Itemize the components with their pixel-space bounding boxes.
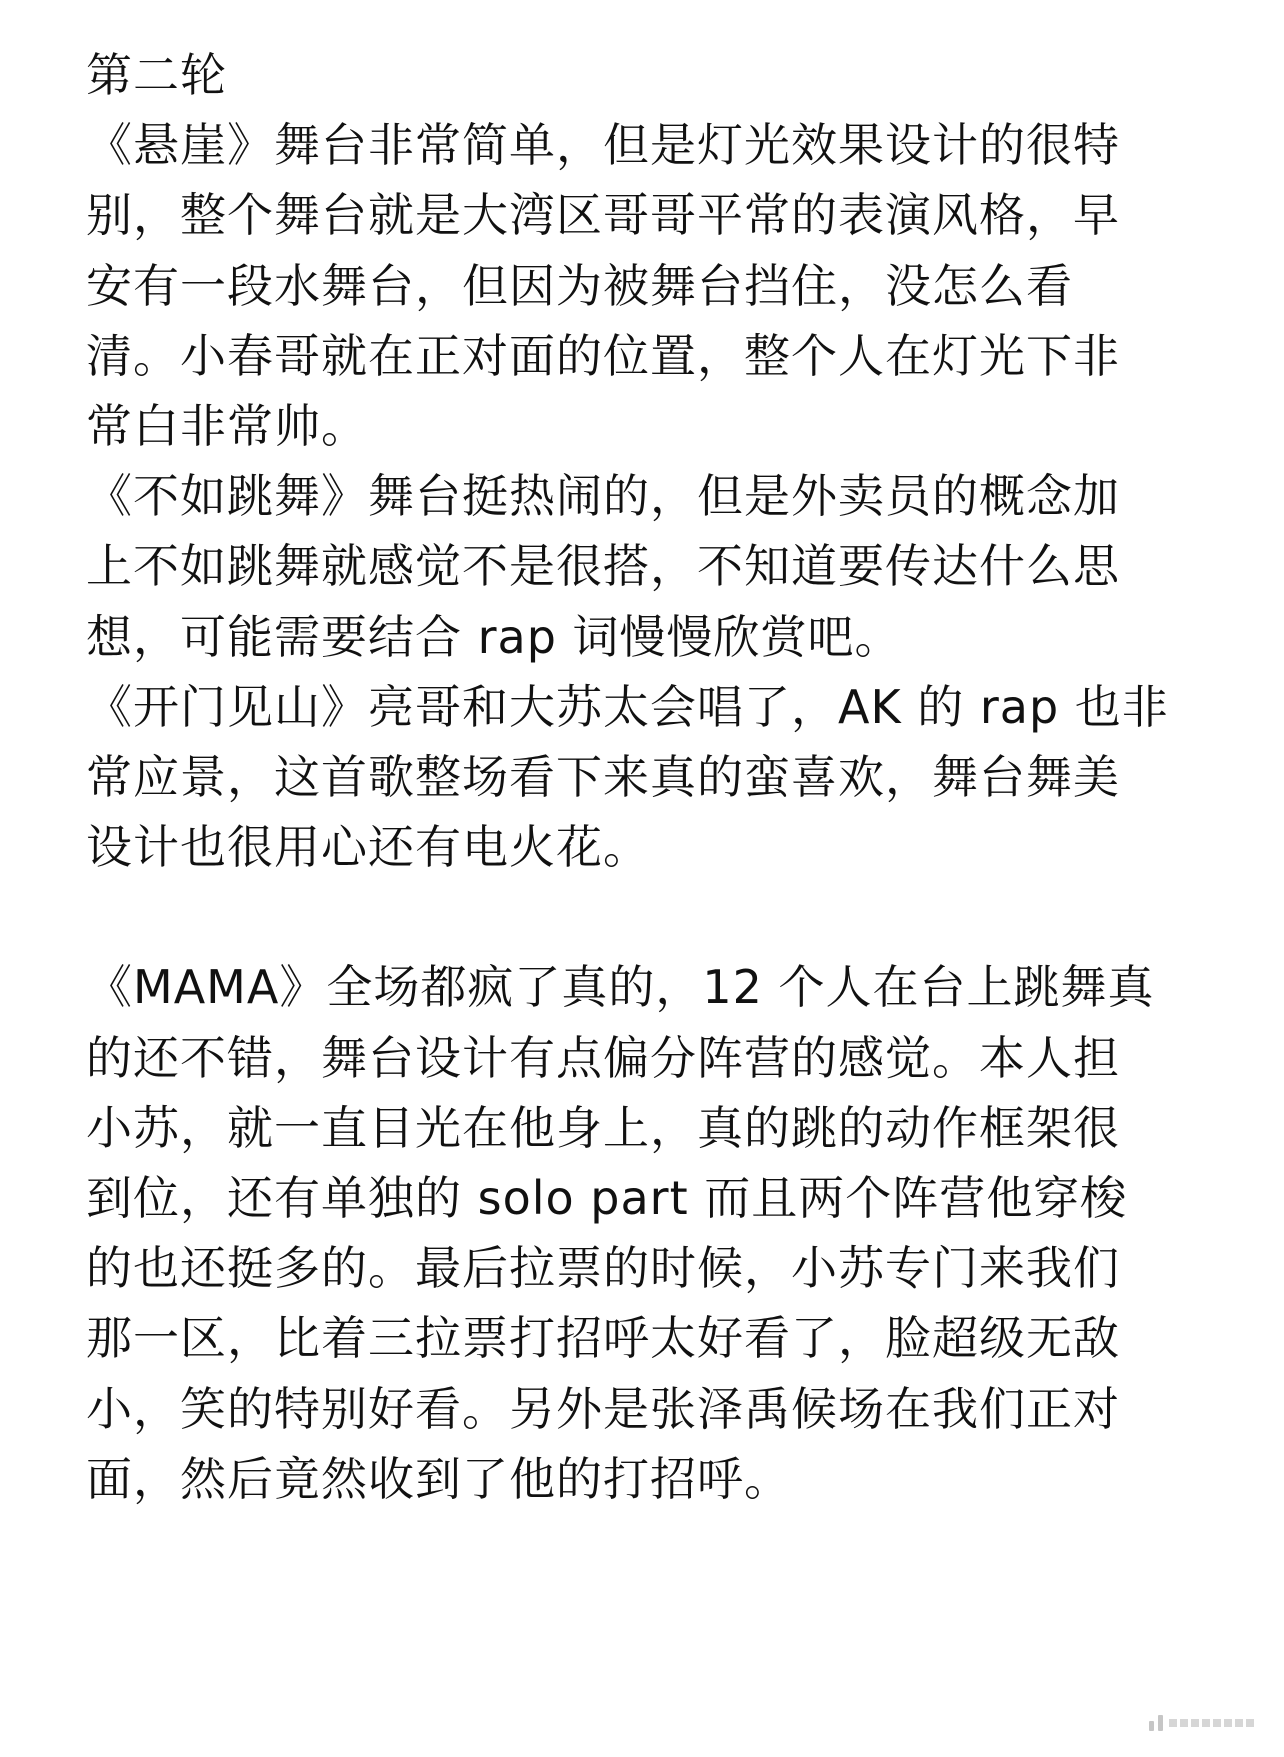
text-line: 设计也很用心还有电火花。: [86, 820, 650, 875]
document-title: 第二轮: [86, 48, 227, 102]
paragraph-kaimen-jianshan: [86, 672, 1206, 883]
watermark-logo: [1149, 1715, 1254, 1731]
text-line: 上不如跳舞就感觉不是很搭，不知道要传达什么思: [86, 539, 1120, 594]
text-line: 面，然后竟然收到了他的打招呼。: [86, 1451, 791, 1506]
text-line: 常应景，这首歌整场看下来真的蛮喜欢，舞台舞美: [86, 749, 1120, 804]
text-line: 清。小春哥就在正对面的位置，整个人在灯光下非: [86, 328, 1120, 383]
text-line: 别，整个舞台就是大湾区哥哥平常的表演风格，早: [86, 188, 1120, 243]
watermark-blocks-icon: [1169, 1719, 1254, 1727]
paragraph-mama: [86, 952, 1206, 1514]
text-line: 那一区，比着三拉票打招呼太好看了，脸超级无敌: [86, 1311, 1120, 1366]
text-line: 的也还挺多的。最后拉票的时候，小苏专门来我们: [86, 1241, 1120, 1296]
text-line: 小苏，就一直目光在他身上，真的跳的动作框架很: [86, 1100, 1120, 1155]
text-line: 安有一段水舞台，但因为被舞台挡住，没怎么看: [86, 258, 1073, 313]
text-line: 《MAMA》全场都疯了真的，12 个人在台上跳舞真: [86, 960, 1155, 1015]
text-line: 《开门见山》亮哥和大苏太会唱了，AK 的 rap 也非: [86, 679, 1169, 734]
watermark-bars-icon: [1149, 1715, 1163, 1731]
paragraph-spacer: [86, 882, 1206, 952]
text-line: 《悬崖》舞台非常简单，但是灯光效果设计的很特: [86, 118, 1120, 173]
text-line: 到位，还有单独的 solo part 而且两个阵营他穿梭: [86, 1171, 1128, 1225]
text-line: 常白非常帅。: [86, 398, 368, 453]
text-line: 的还不错，舞台设计有点偏分阵营的感觉。本人担: [86, 1030, 1120, 1085]
text-line: 《不如跳舞》舞台挺热闹的，但是外卖员的概念加: [86, 469, 1120, 524]
text-line: 小，笑的特别好看。另外是张泽禹候场在我们正对: [86, 1381, 1120, 1436]
document-body: [86, 40, 1206, 1514]
paragraph-buru-tiaowu: [86, 461, 1206, 672]
text-line: 想，可能需要结合 rap 词慢慢欣赏吧。: [86, 609, 902, 664]
paragraph-xuanya: [86, 110, 1206, 461]
